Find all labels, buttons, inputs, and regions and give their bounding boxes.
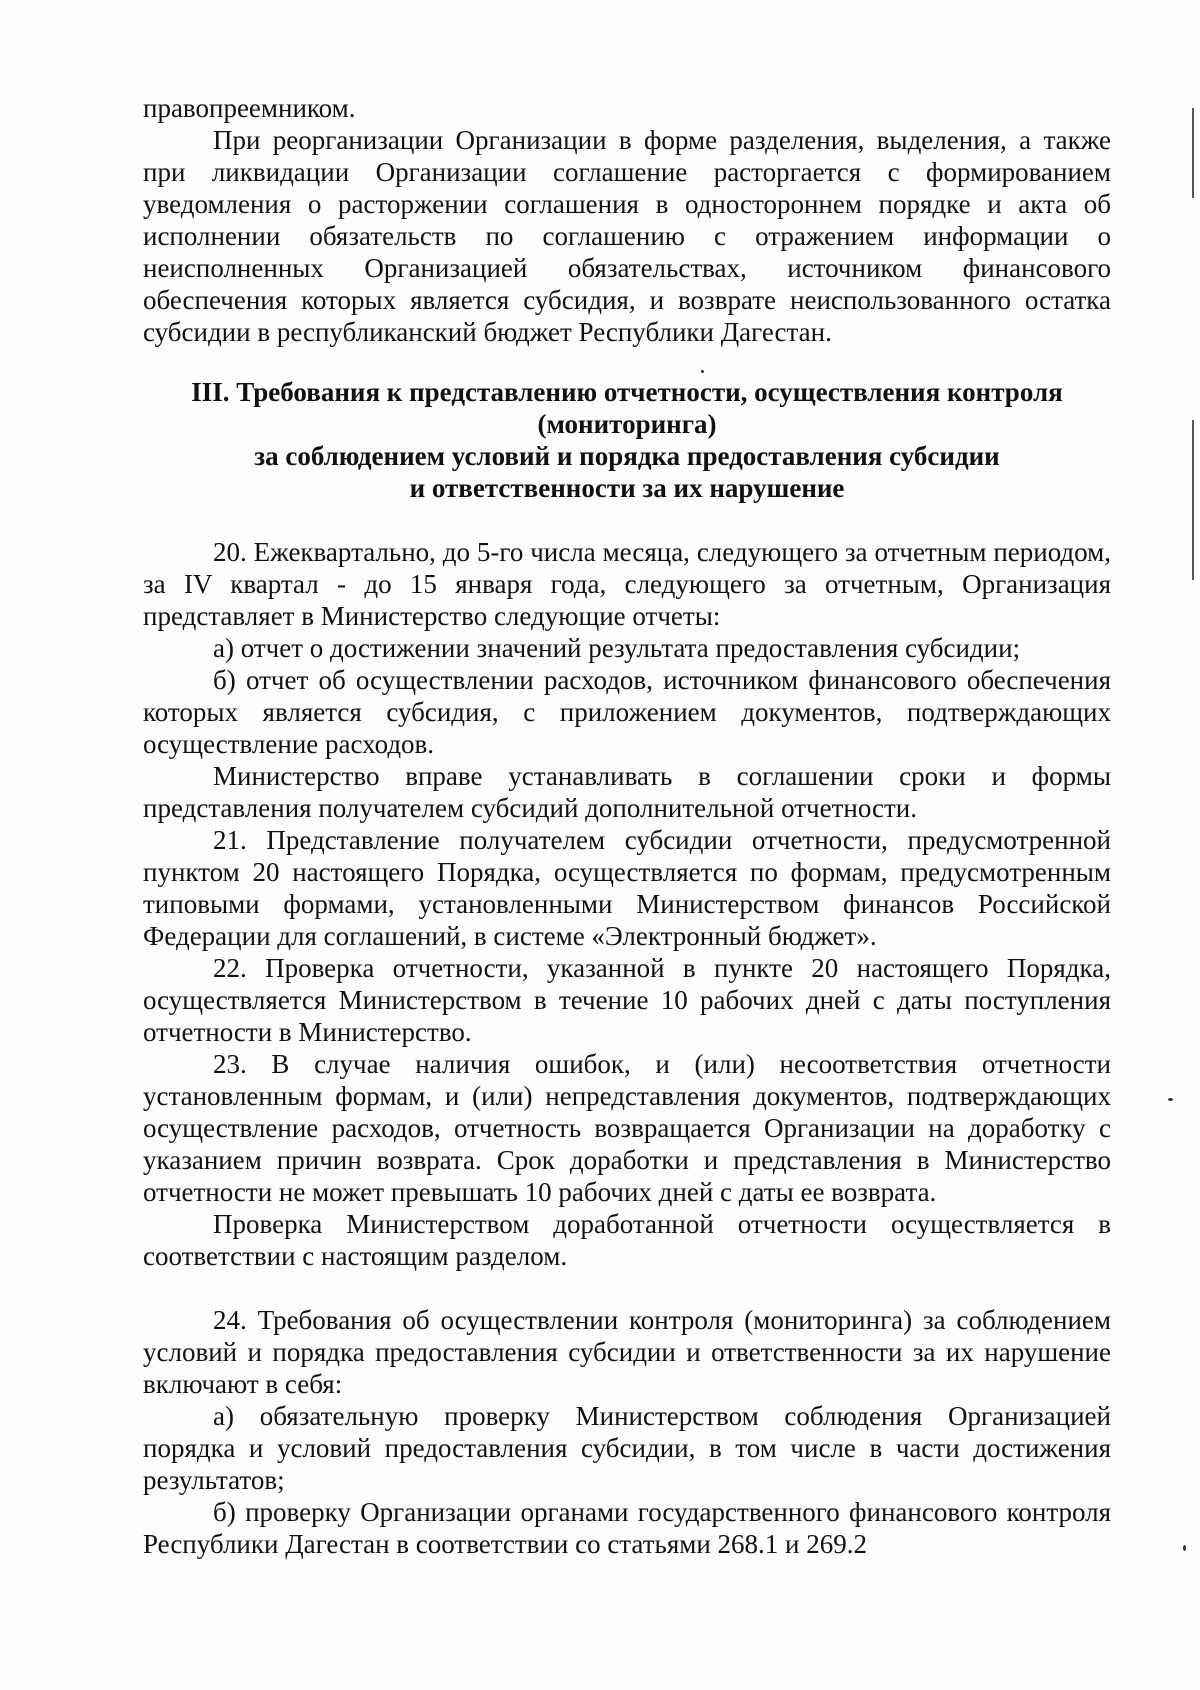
paragraph-20: 20. Ежеквартально, до 5-го числа месяца, следующего за отчетным периодом, за IV квартал - до 15 января года, следующего за отчетным, Организация представляет в Министерство следующие отчеты: xyxy=(143,537,1111,631)
section-heading-line-4: и ответственности за их нарушение xyxy=(409,473,845,503)
section-heading-line-3: за соблюдением условий и порядка предоставления субсидии xyxy=(254,441,1000,471)
section-heading-line-2: (мониторинга) xyxy=(537,409,717,439)
paragraph-reorganization: При реорганизации Организации в форме разделения, выделения, а также при ликвидации Организации соглашение расторгается с формированием уведомления о расторжении соглашения в одностороннем порядке и акта об исполнении обязательств по соглашению с отражением информации о неисполненных Организацией обязательствах, источником финансового обеспечения которых является субсидия, и возврате неиспользованного остатка субсидии в республиканский бюджет Республики Дагестан. xyxy=(143,125,1111,347)
paragraph-24: 24. Требования об осуществлении контроля (мониторинга) за соблюдением условий и порядка предоставления субсидии и ответственности за их нарушение включают в себя: xyxy=(143,1305,1111,1399)
scan-speck xyxy=(701,370,704,373)
paragraph-24-b: б) проверку Организации органами государственного финансового контроля Республики Дагестан в соответствии со статьями 268.1 и 269.2 xyxy=(143,1497,1111,1559)
paragraph-21: 21. Представление получателем субсидии отчетности, предусмотренной пунктом 20 настоящего Порядка, осуществляется по формам, предусмотренным типовыми формами, установленными Министерством финансов Российской Федерации для соглашений, в системе «Электронный бюджет». xyxy=(143,825,1111,951)
paragraph-continuation: правопреемником. xyxy=(143,93,356,123)
paragraph-20-a: а) отчет о достижении значений результата предоставления субсидии; xyxy=(213,633,1021,663)
section-heading-line-1: III. Требования к представлению отчетности, осуществления контроля xyxy=(191,377,1063,407)
scan-edge-mark xyxy=(1192,108,1194,198)
paragraph-23-extra: Проверка Министерством доработанной отчетности осуществляется в соответствии с настоящим разделом. xyxy=(143,1209,1111,1271)
scan-speck xyxy=(1168,1098,1173,1101)
scan-edge-mark xyxy=(1192,420,1194,580)
section-heading xyxy=(143,376,1111,504)
paragraph-24-a: а) обязательную проверку Министерством соблюдения Организацией порядка и условий предоставления субсидии, в том числе в части достижения результатов; xyxy=(143,1401,1111,1495)
document-body xyxy=(143,92,1111,1560)
paragraph-23: 23. В случае наличия ошибок, и (или) несоответствия отчетности установленным формам, и (или) непредставления документов, подтверждающих осуществление расходов, отчетность возвращается Организации на доработку с указанием причин возврата. Срок доработки и представления в Министерство отчетности не может превышать 10 рабочих дней с даты ее возврата. xyxy=(143,1049,1111,1207)
paragraph-22: 22. Проверка отчетности, указанной в пункте 20 настоящего Порядка, осуществляется Министерством в течение 10 рабочих дней с даты поступления отчетности в Министерство. xyxy=(143,953,1111,1047)
paragraph-20-extra: Министерство вправе устанавливать в соглашении сроки и формы представления получателем субсидий дополнительной отчетности. xyxy=(143,761,1111,823)
paragraph-20-b: б) отчет об осуществлении расходов, источником финансового обеспечения которых является субсидия, с приложением документов, подтверждающих осуществление расходов. xyxy=(143,665,1111,759)
paragraph-spacer xyxy=(143,1272,1111,1304)
scan-speck xyxy=(1183,1545,1186,1551)
